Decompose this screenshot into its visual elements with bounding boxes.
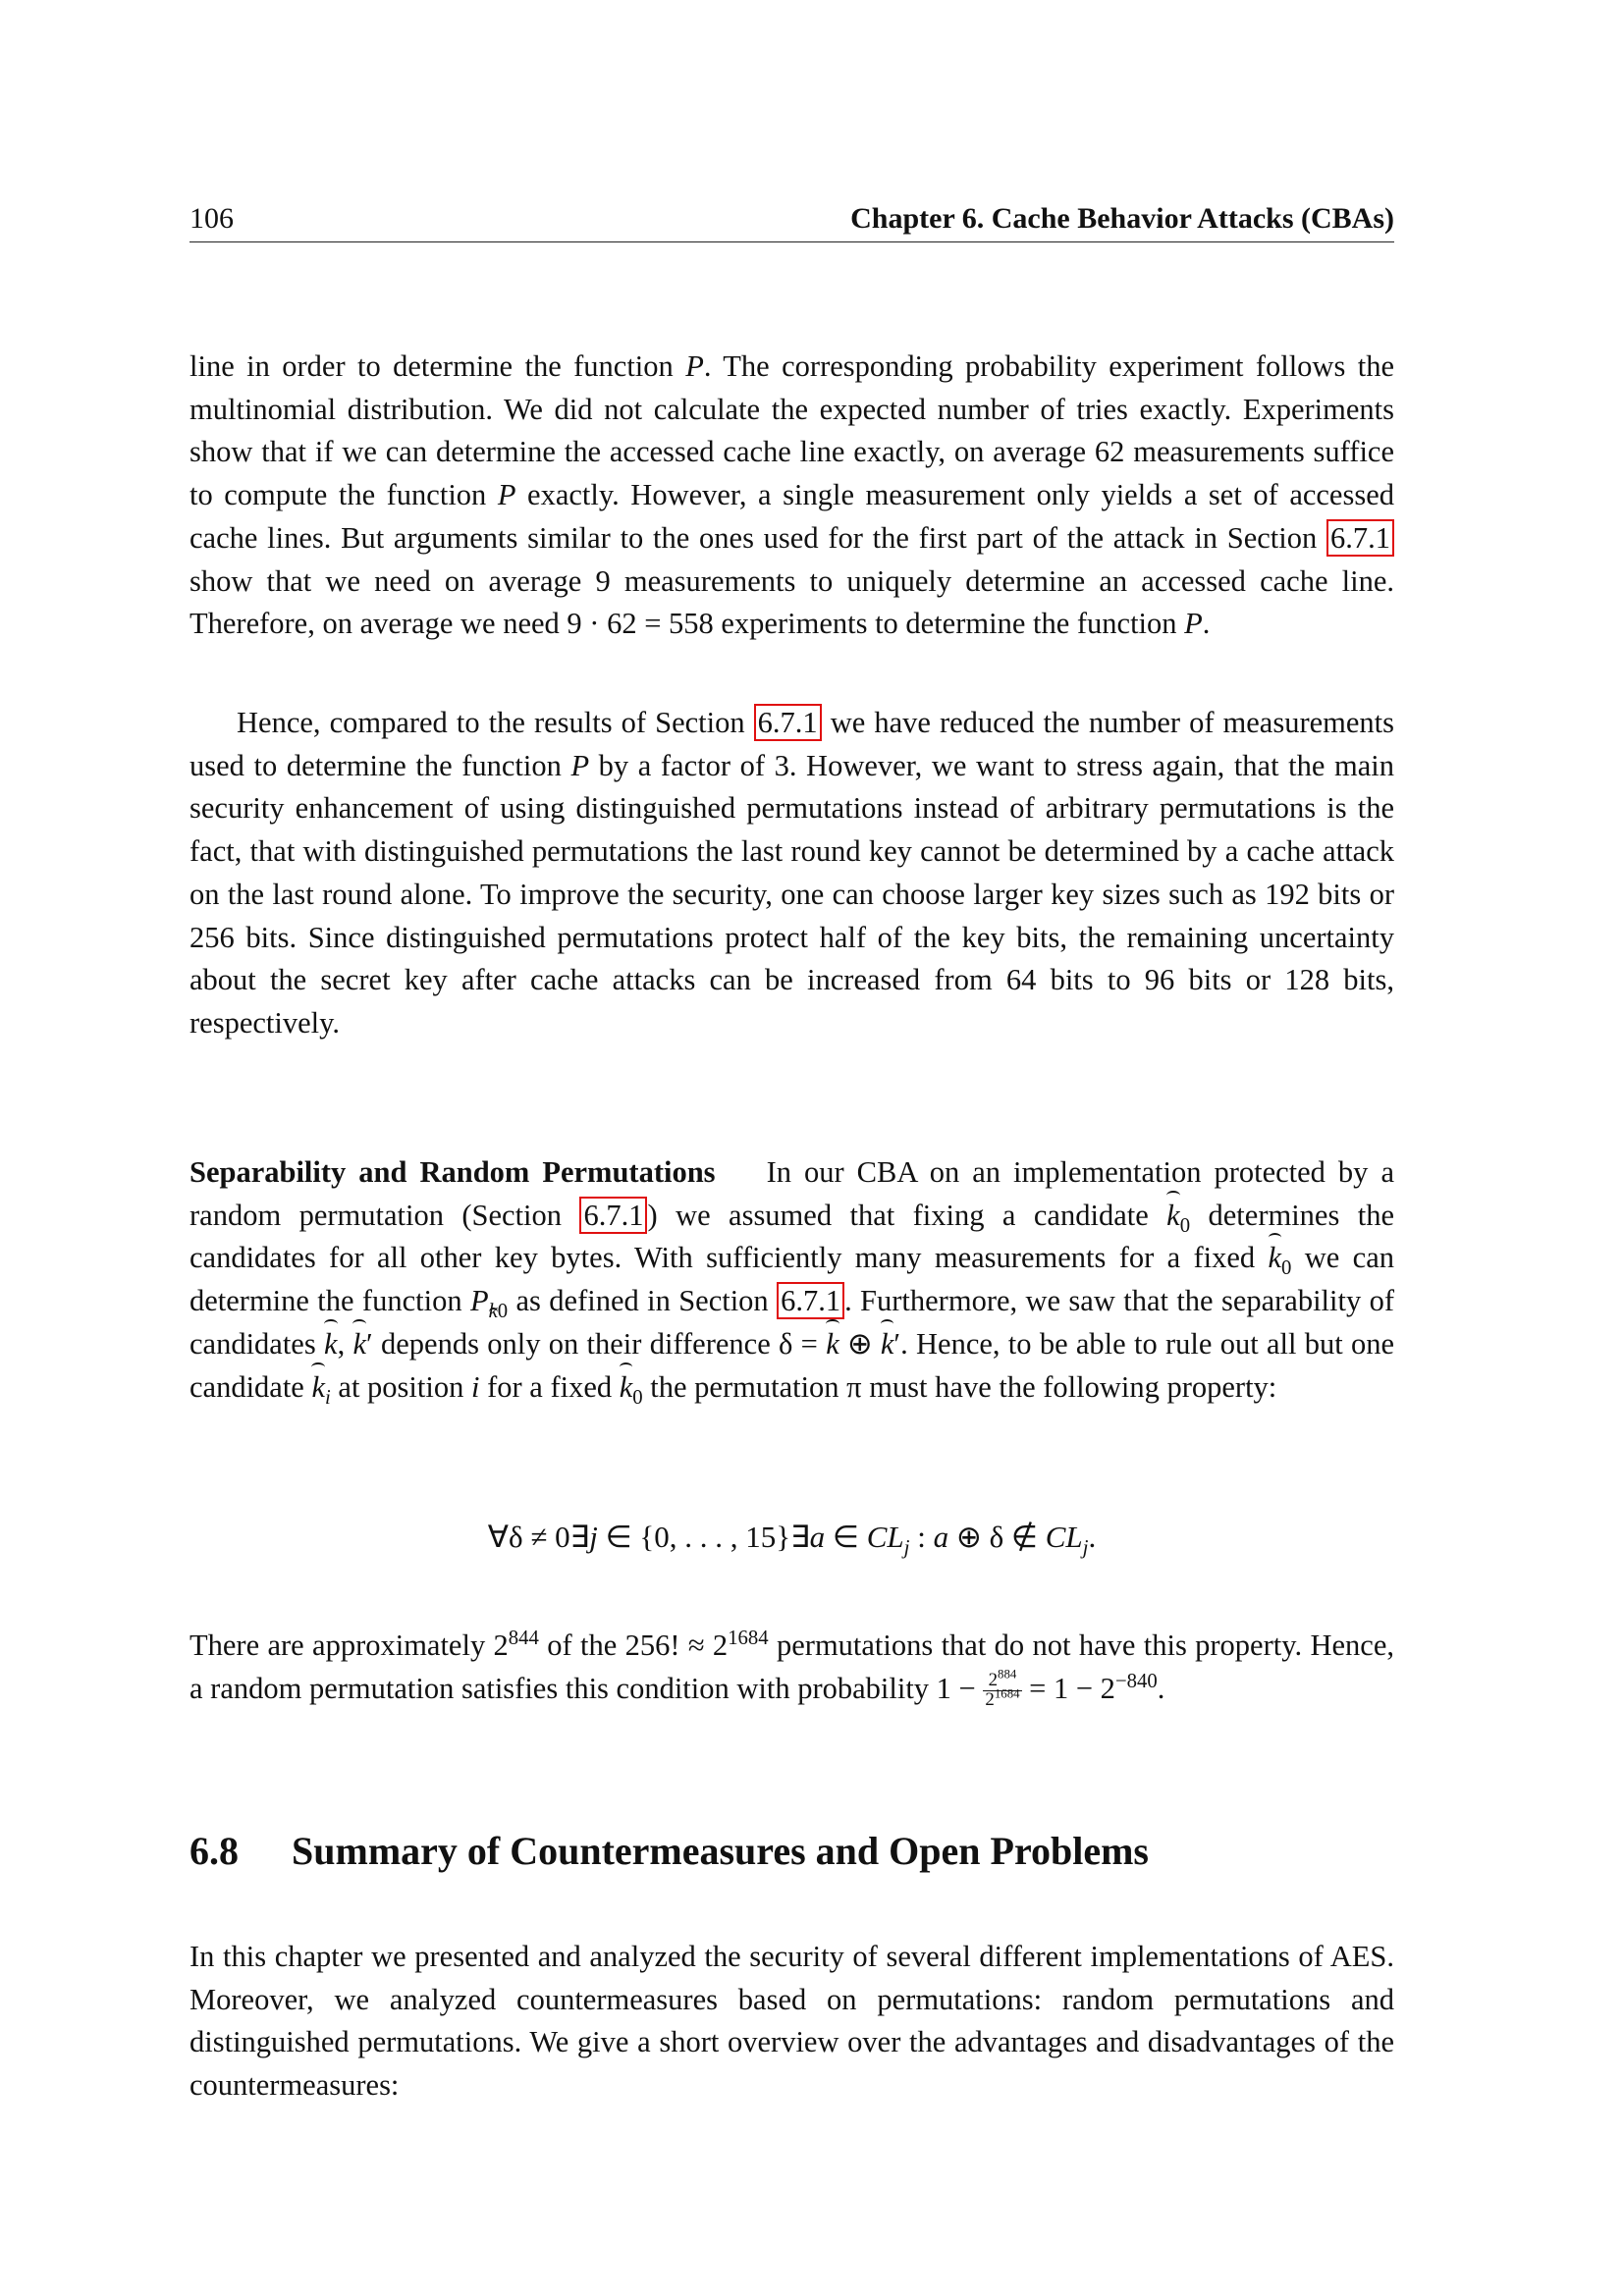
- paragraph-1: line in order to determine the function P. The corresponding probability experiment follows the multinomial distribution. We did not calculate the expected number of tries exactly. Experiments show that if we can determine the accessed cache line exactly, on average 62 measurements suffice to compute the function P exactly. However, a single measurement only yields a set of accessed cache lines. But arguments similar to the ones used for the first part of the attack in Section 6.7.1 show that we need on average 9 measurements to uniquely determine an accessed cache line. Therefore, on average we need 9 · 62 = 558 experiments to determine the function P.: [189, 349, 1394, 641]
- section-link-6-7-1[interactable]: 6.7.1: [754, 704, 822, 741]
- page-header: [189, 196, 1394, 242]
- section-heading: [189, 1828, 1149, 1874]
- probability-fraction: $\frac{2^{884}}{2^{1684}}$: [985, 1668, 1020, 1711]
- section-number: 6.8: [189, 1829, 239, 1873]
- running-title: Chapter 6. Cache Behavior Attacks (CBAs): [850, 202, 1394, 235]
- section-link-6-7-1[interactable]: 6.7.1: [1326, 519, 1394, 557]
- paragraph-separability: Separability and Random Permutations In our CBA on an implementation protected by a random permutation (Section 6.7.1 ) we assumed that fixing a candidate $k_0$ determines the candidates for all other key bytes. With sufficiently many measurements for a fixed $k_0$ we can determine the function $P_{k0}$ as defined in Section 6.7.1 . Furthermore, we saw that the separability of candidates k, k′ depends only on their difference δ = k ⊕ k′. Hence, to be able to rule out all but one candidate $k_i$ at position i for a fixed $k_0$ the permutation π must have the following property:: [189, 1155, 1395, 1409]
- paragraph-4: There are approximately $2^{844}$ of the 256! ≈ $2^{1684}$ permutations that do not have this property. Hence, a random permutation satisfies this condition with probability 1 − $\frac{2^{884}}{2^{1684}}$ = $1 - 2^{-840}$.: [189, 1627, 1394, 1711]
- equation-property: ∀δ ≠ 0∃j ∈ {0, . . . , 15}∃a ∈ $CL_j$ : a ⊕ δ ∉ $CL_j$.: [487, 1520, 1097, 1560]
- paragraph-heading: Separability and Random Permutations: [189, 1155, 716, 1189]
- section-link-6-7-1[interactable]: 6.7.1: [777, 1282, 844, 1319]
- page-number: 106: [189, 202, 234, 235]
- section-title: Summary of Countermeasures and Open Problems: [292, 1829, 1149, 1873]
- paragraph-2: Hence, compared to the results of Section 6.7.1 we have reduced the number of measurements used to determine the function P by a factor of 3. However, we want to stress again, that the main security enhancement of using distinguished permutations instead of arbitrary permutations is the fact, that with distinguished permutations the last round key cannot be determined by a cache attack on the last round alone. To improve the security, one can choose larger key sizes such as 192 bits or 256 bits. Since distinguished permutations protect half of the key bits, the remaining uncertainty about the secret key after cache attacks can be increased from 64 bits to 96 bits or 128 bits, respectively.: [189, 706, 1394, 1040]
- section-link-6-7-1[interactable]: 6.7.1: [579, 1197, 647, 1234]
- paragraph-5: In this chapter we presented and analyzed the security of several different implementations of AES. Moreover, we analyzed countermeasures based on permutations: random permutations and distinguished permutations. We give a short overview over the advantages and disadvantages of the countermeasures:: [189, 1940, 1394, 2103]
